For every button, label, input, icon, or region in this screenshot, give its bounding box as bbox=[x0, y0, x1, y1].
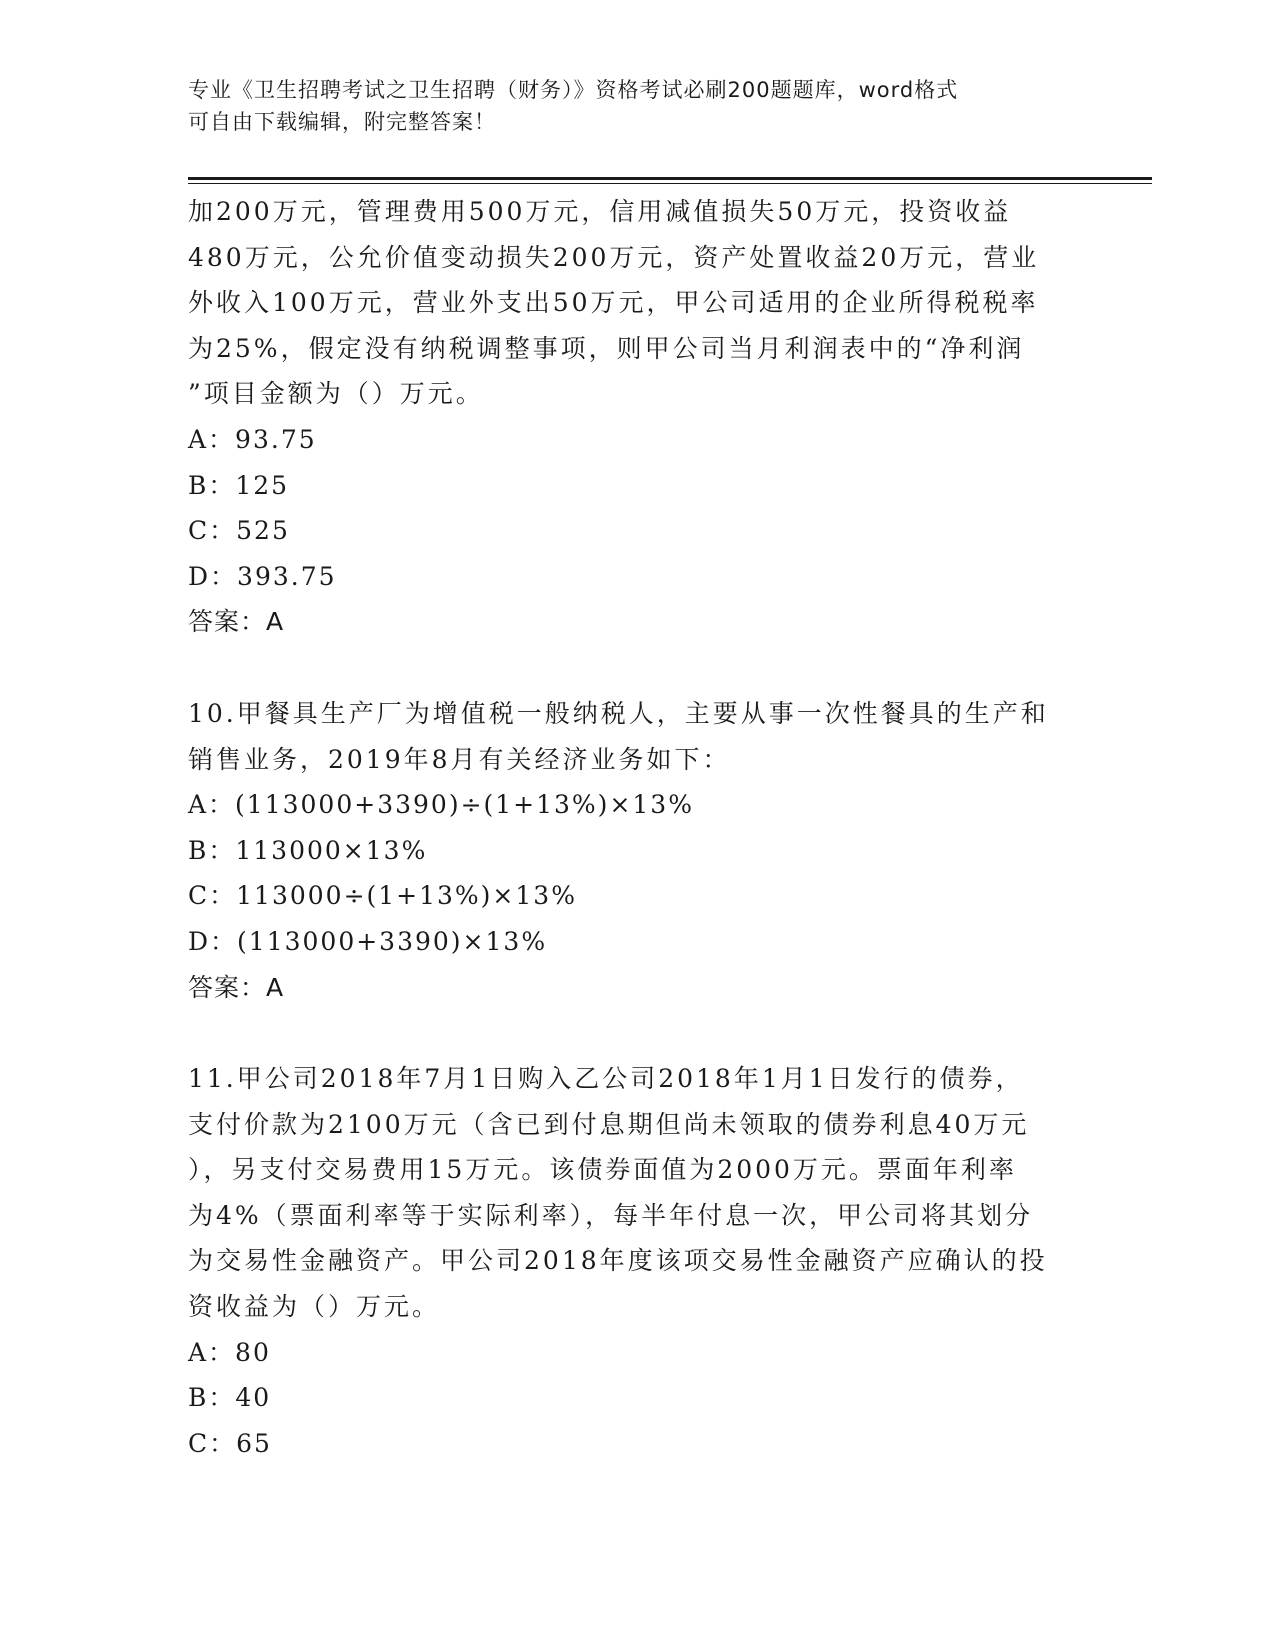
question-10 bbox=[188, 691, 1088, 1010]
question-10-option-d: D：(113000+3390)×13% bbox=[188, 926, 548, 956]
spacer bbox=[188, 1010, 1088, 1056]
question-10-answer: 答案：A bbox=[188, 972, 285, 1002]
question-9-text-line-5: ”项目金额为（）万元。 bbox=[188, 379, 484, 409]
question-11-text-line-1: 11.甲公司2018年7月1日购入乙公司2018年1月1日发行的债券， bbox=[188, 1064, 1024, 1094]
question-9-answer: 答案：A bbox=[188, 607, 285, 637]
question-11-text-line-5: 为交易性金融资产。甲公司2018年度该项交易性金融资产应确认的投 bbox=[188, 1246, 1048, 1276]
question-11-option-a: A：80 bbox=[188, 1337, 271, 1367]
question-11-text-line-3: ），另支付交易费用15万元。该债券面值为2000万元。票面年利率 bbox=[188, 1155, 1017, 1185]
question-9-text-line-3: 外收入100万元，营业外支出50万元，甲公司适用的企业所得税税率 bbox=[188, 288, 1039, 318]
document-header bbox=[188, 74, 1068, 138]
question-9-text-line-1: 加200万元，管理费用500万元，信用减值损失50万元，投资收益 bbox=[188, 197, 1012, 226]
question-9-text-line-4: 为25%，假定没有纳税调整事项，则甲公司当月利润表中的“净利润 bbox=[188, 333, 1025, 363]
question-9-option-c: C：525 bbox=[188, 516, 290, 546]
spacer bbox=[188, 645, 1088, 691]
document-body bbox=[188, 189, 1088, 1466]
question-11-text-line-2: 支付价款为2100万元（含已到付息期但尚未领取的债券利息40万元 bbox=[188, 1109, 1030, 1139]
question-10-text-line-2: 销售业务，2019年8月有关经济业务如下： bbox=[188, 744, 731, 774]
question-10-option-c: C：113000÷(1+13%)×13% bbox=[188, 881, 577, 911]
header-divider-thin bbox=[188, 183, 1152, 184]
question-11-option-c: C：65 bbox=[188, 1428, 272, 1458]
question-10-text-line-1: 10.甲餐具生产厂为增值税一般纳税人，主要从事一次性餐具的生产和 bbox=[188, 698, 1049, 728]
question-9 bbox=[188, 189, 1088, 645]
header-line-2: 可自由下载编辑，附完整答案！ bbox=[188, 110, 496, 134]
header-divider-thick bbox=[188, 177, 1152, 180]
question-11-text-line-4: 为4%（票面利率等于实际利率），每半年付息一次，甲公司将其划分 bbox=[188, 1200, 1034, 1230]
question-11 bbox=[188, 1056, 1088, 1466]
header-line-1: 专业《卫生招聘考试之卫生招聘（财务）》资格考试必刷200题题库，word格式 bbox=[188, 78, 959, 102]
question-9-text-line-2: 480万元，公允价值变动损失200万元，资产处置收益20万元，营业 bbox=[188, 242, 1040, 272]
question-10-option-a: A：(113000+3390)÷(1+13%)×13% bbox=[188, 790, 694, 820]
question-9-option-b: B：125 bbox=[188, 470, 290, 500]
question-10-option-b: B：113000×13% bbox=[188, 835, 428, 865]
question-9-option-a: A：93.75 bbox=[188, 424, 317, 454]
question-11-text-line-6: 资收益为（）万元。 bbox=[188, 1292, 441, 1322]
question-11-option-b: B：40 bbox=[188, 1383, 272, 1413]
question-9-option-d: D：393.75 bbox=[188, 561, 337, 591]
